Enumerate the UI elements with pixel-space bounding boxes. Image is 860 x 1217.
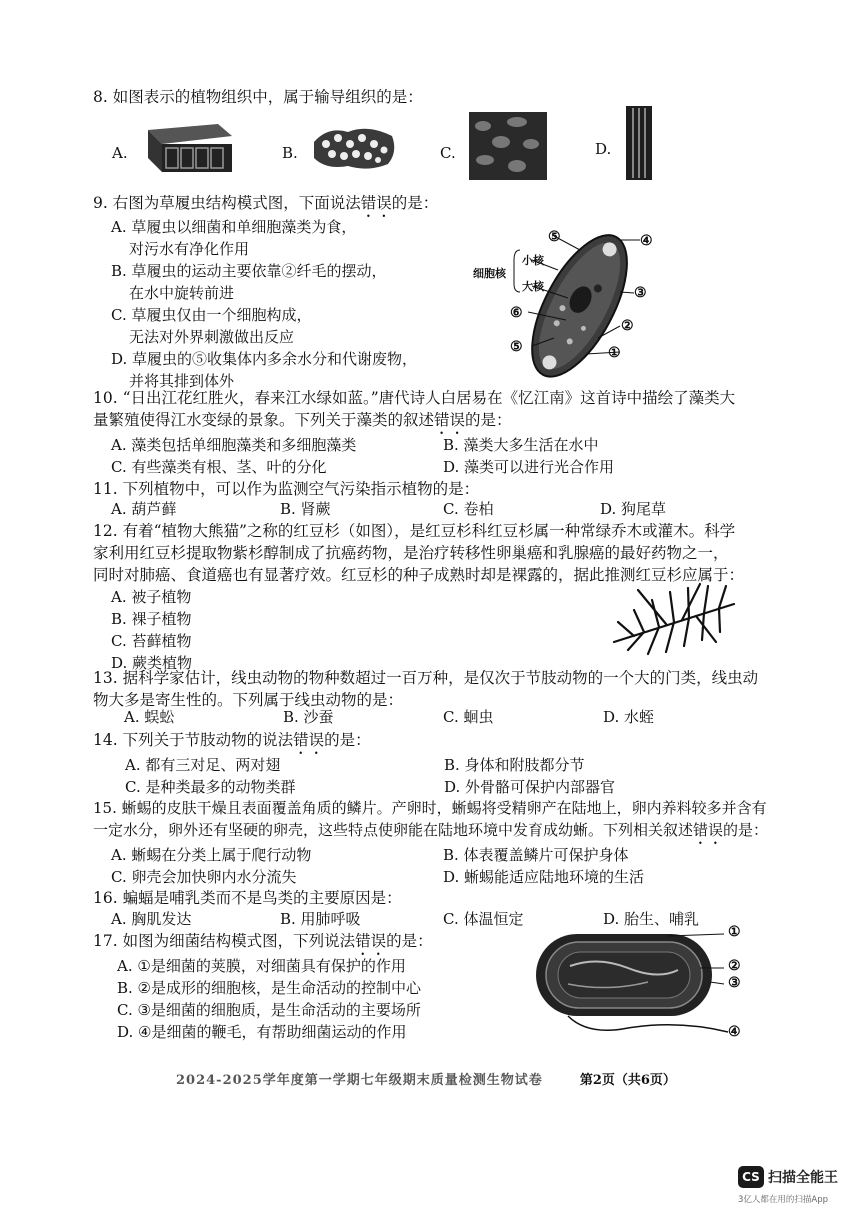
bacterium-label-2: ② (728, 958, 741, 974)
q16-option-c: C. 体温恒定 (443, 910, 524, 928)
q8-figure-b (308, 122, 400, 172)
q15-option-a: A. 蜥蜴在分类上属于爬行动物 (111, 846, 312, 864)
q15-stem-line2: 一定水分，卵外还有坚硬的卵壳，这些特点使卵能在陆地环境中发育成幼蜥。下列相关叙述错误的是： (93, 821, 769, 839)
q11-option-c: C. 卷柏 (443, 500, 494, 518)
q15-option-d: D. 蜥蜴能适应陆地环境的生活 (443, 868, 645, 886)
yew-branch-figure (604, 580, 744, 660)
label-big-nucleus: 大核 (522, 280, 544, 293)
q16-option-d: D. 胎生、哺乳 (603, 910, 700, 928)
bacterium-label-3: ③ (728, 975, 741, 991)
q9-option-b-cont: 在水中旋转前进 (129, 284, 235, 302)
label-nucleus: 细胞核 (473, 267, 506, 280)
q9-option-b: B. 草履虫的运动主要依靠②纤毛的摆动， (111, 262, 387, 280)
paramecium-figure (470, 220, 690, 390)
footer-exam-title: 2024-2025学年度第一学期七年级期末质量检测生物试卷 (176, 1073, 543, 1088)
q12-option-c: C. 苔藓植物 (111, 632, 192, 650)
q17-option-d: D. ④是细菌的鞭毛，有帮助细菌运动的作用 (117, 1023, 407, 1041)
watermark-tagline: 3亿人都在用的扫描App (738, 1195, 829, 1205)
q10-option-b: B. 藻类大多生活在水中 (443, 436, 599, 454)
label-1: ① (608, 345, 621, 361)
q14-stem: 14. 下列关于节肢动物的说法错误的是： (93, 731, 371, 749)
q10-option-a: A. 藻类包括单细胞藻类和多细胞藻类 (111, 436, 357, 454)
q12-option-b: B. 裸子植物 (111, 610, 192, 628)
q9-option-a-cont: 对污水有净化作用 (129, 240, 250, 258)
label-small-nucleus: 小核 (522, 254, 544, 267)
q12-option-d: D. 蕨类植物 (111, 654, 193, 672)
q9-option-d-cont: 并将其排到体外 (129, 372, 235, 390)
q10-option-c: C. 有些藻类有根、茎、叶的分化 (111, 458, 327, 476)
q11-option-a: A. 葫芦藓 (111, 500, 177, 518)
q16-stem: 16. 蝙蝠是哺乳类而不是鸟类的主要原因是： (93, 889, 402, 907)
q16-option-a: A. 胸肌发达 (111, 910, 192, 928)
q9-option-c: C. 草履虫仅由一个细胞构成， (111, 306, 312, 324)
q14-option-c: C. 是种类最多的动物类群 (125, 778, 296, 796)
q8-figure-d (624, 104, 654, 182)
label-5b: ⑤ (510, 339, 523, 355)
q8-option-b: B. (282, 144, 298, 162)
q8-option-d: D. (595, 140, 612, 158)
label-4: ④ (640, 233, 653, 249)
page-footer (176, 1069, 676, 1088)
q10-option-d: D. 藻类可以进行光合作用 (443, 458, 615, 476)
q13-stem-line2: 物大多是寄生性的。下列属于线虫动物的是： (93, 691, 404, 709)
q16-option-b: B. 用肺呼吸 (280, 910, 361, 928)
q13-option-c: C. 蛔虫 (443, 708, 494, 726)
label-6: ⑥ (510, 305, 523, 321)
q8-figure-a (140, 118, 236, 176)
q8-stem: 8. 如图表示的植物组织中，属于输导组织的是： (93, 88, 423, 106)
q11-option-b: B. 肾蕨 (280, 500, 331, 518)
q17-option-a: A. ①是细菌的荚膜，对细菌具有保护的作用 (117, 957, 406, 975)
q12-stem-line2: 家利用红豆杉提取物紫杉醇制成了抗癌药物，是治疗转移性卵巢癌和乳腺癌的最好药物之一， (93, 544, 729, 562)
q9-option-c-cont: 无法对外界刺激做出反应 (129, 328, 295, 346)
q14-option-d: D. 外骨骼可保护内部器官 (444, 778, 616, 796)
camscanner-logo-icon: CS (738, 1166, 764, 1188)
q13-option-d: D. 水蛭 (603, 708, 655, 726)
q8-figure-c (467, 110, 549, 182)
q9-stem: 9. 右图为草履虫结构模式图，下面说法错误的是： (93, 194, 439, 212)
q13-stem-line1: 13. 据科学家估计，线虫动物的物种数超过一百万种，是仅次于节肢动物的一个大的门类，线虫动 (93, 669, 759, 687)
q15-stem-line1: 15. 蜥蜴的皮肤干燥且表面覆盖角质的鳞片。产卵时，蜥蜴将受精卵产在陆地上，卵内养料较多并含有 (93, 799, 767, 817)
bacterium-label-4: ④ (728, 1024, 741, 1040)
q12-option-a: A. 被子植物 (111, 588, 192, 606)
footer-page-number: 第2页（共6页） (579, 1073, 676, 1088)
q11-stem: 11. 下列植物中，可以作为监测空气污染指示植物的是： (93, 480, 480, 498)
q8-option-a: A. (112, 144, 128, 162)
watermark-name: 扫描全能王 (768, 1170, 838, 1186)
q17-option-b: B. ②是成形的细胞核，是生命活动的控制中心 (117, 979, 422, 997)
q9-option-d: D. 草履虫的⑤收集体内多余水分和代谢废物， (111, 350, 418, 368)
q17-stem: 17. 如图为细菌结构模式图，下列说法错误的是： (93, 932, 433, 950)
q12-stem-line3: 同时对肺癌、食道癌也有显著疗效。红豆杉的种子成熟时却是裸露的，据此推测红豆杉应属于： (93, 566, 745, 584)
q8-option-c: C. (440, 144, 456, 162)
q15-option-c: C. 卵壳会加快卵内水分流失 (111, 868, 297, 886)
q14-option-a: A. 都有三对足、两对翅 (125, 756, 281, 774)
q14-option-b: B. 身体和附肢都分节 (444, 756, 585, 774)
label-2: ② (621, 318, 634, 334)
q15-option-b: B. 体表覆盖鳞片可保护身体 (443, 846, 629, 864)
q10-stem-line1: 10. “日出江花红胜火，春来江水绿如蓝。”唐代诗人白居易在《忆江南》这首诗中描绘了藻类大 (93, 389, 736, 407)
q11-option-d: D. 狗尾草 (600, 500, 667, 518)
q9-option-a: A. 草履虫以细菌和单细胞藻类为食， (111, 218, 357, 236)
label-5a: ⑤ (548, 229, 561, 245)
bacterium-figure (528, 920, 748, 1040)
q17-option-c: C. ③是细菌的细胞质，是生命活动的主要场所 (117, 1001, 421, 1019)
q12-stem-line1: 12. 有着“植物大熊猫”之称的红豆杉（如图），是红豆杉科红豆杉属一种常绿乔木或灌木。科学 (93, 522, 736, 540)
q13-option-b: B. 沙蚕 (283, 708, 334, 726)
scanner-watermark (738, 1166, 848, 1206)
bacterium-label-1: ① (728, 924, 741, 940)
q10-stem-line2: 量繁殖使得江水变绿的景象。下列关于藻类的叙述错误的是： (93, 411, 512, 429)
label-3: ③ (634, 285, 647, 301)
q13-option-a: A. 蜈蚣 (124, 708, 175, 726)
